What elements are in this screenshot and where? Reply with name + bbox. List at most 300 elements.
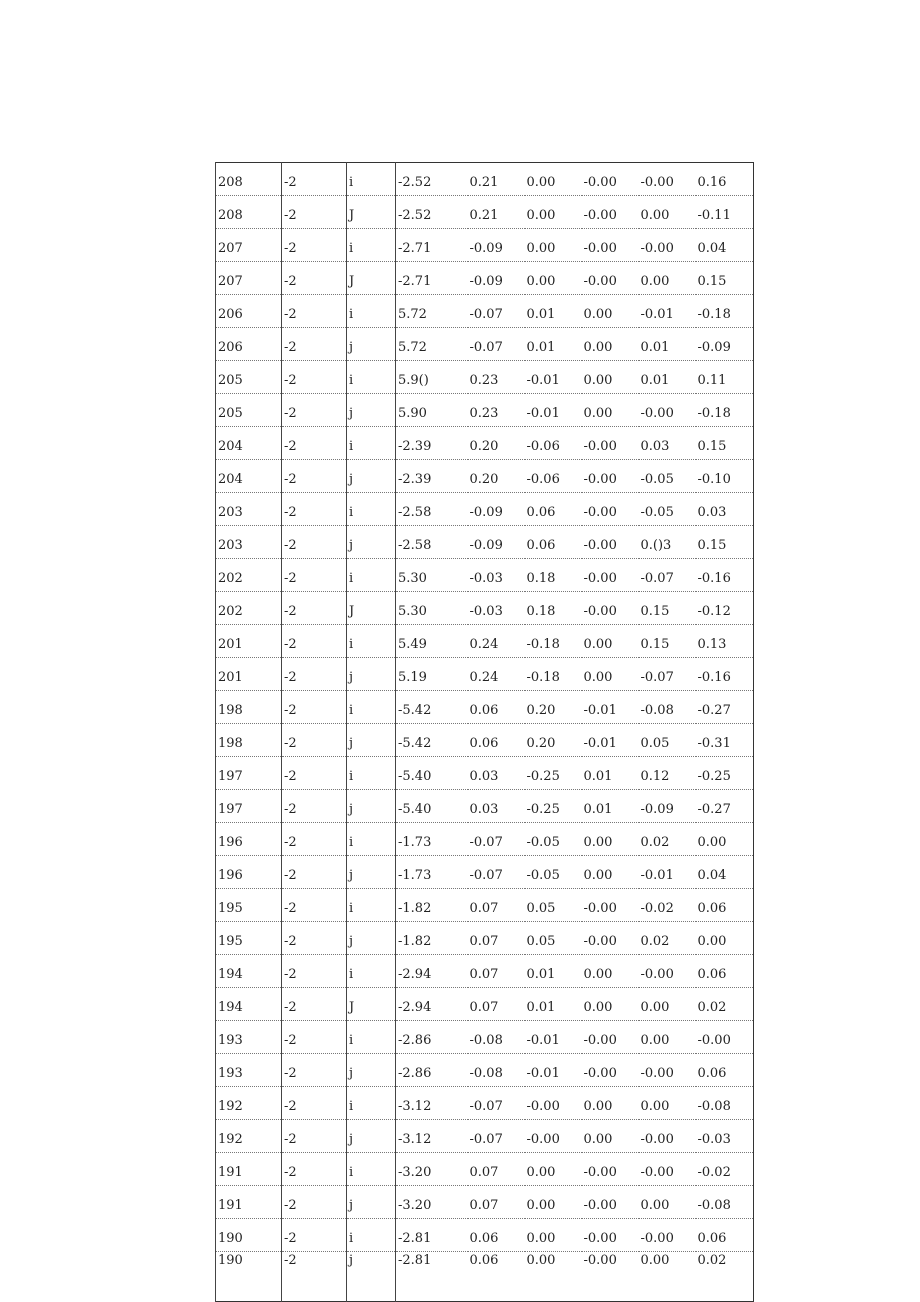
col5-cell: 0.06	[468, 691, 525, 724]
col9-cell: -0.16	[696, 658, 754, 691]
axis-cell: j	[347, 724, 396, 757]
col9-cell: 0.02	[696, 988, 754, 1021]
axis-cell: j	[347, 1186, 396, 1219]
value-cell: -2	[282, 1186, 347, 1219]
id-cell: 197	[216, 757, 282, 790]
col4-cell: -2.81	[396, 1252, 468, 1302]
col7-cell: 0.01	[582, 790, 639, 823]
col4-cell: -1.82	[396, 889, 468, 922]
col8-cell: -0.09	[639, 790, 696, 823]
col4-cell: -2.39	[396, 427, 468, 460]
table-row	[216, 1021, 754, 1054]
col7-cell: -0.00	[582, 229, 639, 262]
col4-cell: 5.9()	[396, 361, 468, 394]
col6-cell: 0.00	[525, 163, 582, 196]
id-cell: 192	[216, 1120, 282, 1153]
axis-cell: J	[347, 988, 396, 1021]
col8-cell: -0.00	[639, 163, 696, 196]
table-row	[216, 856, 754, 889]
col6-cell: 0.00	[525, 1186, 582, 1219]
col8-cell: 0.15	[639, 592, 696, 625]
axis-cell: j	[347, 1120, 396, 1153]
value-cell: -2	[282, 262, 347, 295]
col4-cell: -3.12	[396, 1120, 468, 1153]
col5-cell: -0.07	[468, 823, 525, 856]
col9-cell: -0.18	[696, 394, 754, 427]
col9-cell: -0.08	[696, 1186, 754, 1219]
axis-cell: i	[347, 229, 396, 262]
axis-cell: i	[347, 889, 396, 922]
table-row	[216, 1054, 754, 1087]
id-cell: 198	[216, 691, 282, 724]
col6-cell: 0.00	[525, 229, 582, 262]
col6-cell: 0.20	[525, 724, 582, 757]
col8-cell: -0.01	[639, 295, 696, 328]
col9-cell: -0.27	[696, 790, 754, 823]
col7-cell: 0.00	[582, 1087, 639, 1120]
table-row	[216, 196, 754, 229]
col4-cell: 5.72	[396, 328, 468, 361]
col8-cell: 0.01	[639, 361, 696, 394]
col4-cell: -3.20	[396, 1153, 468, 1186]
data-table	[215, 162, 754, 1302]
axis-cell: i	[347, 493, 396, 526]
col6-cell: -0.05	[525, 823, 582, 856]
col4-cell: -1.82	[396, 922, 468, 955]
id-cell: 206	[216, 295, 282, 328]
value-cell: -2	[282, 1252, 347, 1302]
col9-cell: 0.06	[696, 955, 754, 988]
col9-cell: 0.00	[696, 922, 754, 955]
axis-cell: i	[347, 427, 396, 460]
col7-cell: -0.00	[582, 262, 639, 295]
axis-cell: i	[347, 361, 396, 394]
col5-cell: -0.03	[468, 592, 525, 625]
col7-cell: 0.00	[582, 625, 639, 658]
col7-cell: 0.00	[582, 394, 639, 427]
value-cell: -2	[282, 559, 347, 592]
col4-cell: 5.30	[396, 559, 468, 592]
col6-cell: 0.01	[525, 988, 582, 1021]
col6-cell: -0.06	[525, 460, 582, 493]
col8-cell: 0.00	[639, 1186, 696, 1219]
col4-cell: 5.30	[396, 592, 468, 625]
value-cell: -2	[282, 658, 347, 691]
table-row	[216, 559, 754, 592]
col6-cell: 0.00	[526, 1253, 556, 1268]
col9-cell: -0.11	[696, 196, 754, 229]
col6-cell: 0.05	[525, 922, 582, 955]
value-cell: -2	[282, 493, 347, 526]
value-cell: -2	[282, 1087, 347, 1120]
axis-cell: i	[347, 823, 396, 856]
id-cell: 204	[216, 427, 282, 460]
col8-cell: -0.05	[639, 460, 696, 493]
col8-cell: -0.00	[639, 1120, 696, 1153]
id-cell: 203	[216, 493, 282, 526]
id-cell: 194	[216, 988, 282, 1021]
col7-cell: -0.00	[582, 559, 639, 592]
table-row	[216, 1186, 754, 1219]
col6-cell: -0.06	[525, 427, 582, 460]
value-cell: -2	[282, 427, 347, 460]
col5-cell: 0.23	[468, 394, 525, 427]
id-cell: 205	[216, 361, 282, 394]
id-cell: 191	[216, 1186, 282, 1219]
col7-cell: 0.00	[582, 295, 639, 328]
col8-cell: -0.00	[639, 1219, 696, 1252]
col7-cell: 0.00	[582, 988, 639, 1021]
col6-cell: -0.18	[525, 625, 582, 658]
id-cell: 192	[216, 1087, 282, 1120]
axis-cell: j	[347, 328, 396, 361]
col4-cell: -1.73	[396, 823, 468, 856]
col5-cell: -0.07	[468, 856, 525, 889]
col5-cell: 0.03	[468, 790, 525, 823]
col7-cell: -0.00	[582, 526, 639, 559]
col9-cell: 0.15	[696, 526, 754, 559]
axis-cell: j	[347, 1252, 396, 1302]
col9-cell: 0.15	[696, 262, 754, 295]
col9-cell: -0.02	[696, 1153, 754, 1186]
axis-cell: j	[347, 658, 396, 691]
table-row	[216, 625, 754, 658]
col7-cell: -0.01	[582, 724, 639, 757]
value-cell: -2	[282, 790, 347, 823]
table-row	[216, 361, 754, 394]
value-cell: -2	[282, 988, 347, 1021]
table-row	[216, 1120, 754, 1153]
table-row	[216, 790, 754, 823]
col4-cell: -2.94	[396, 955, 468, 988]
value-cell: -2	[282, 922, 347, 955]
col8-cell: 0.15	[639, 625, 696, 658]
col5-cell: 0.21	[468, 196, 525, 229]
col8-cell: 0.00	[639, 1087, 696, 1120]
col8-cell: 0.02	[639, 823, 696, 856]
col8-cell: -0.00	[639, 1153, 696, 1186]
col5-cell: 0.07	[468, 955, 525, 988]
col9-cell: 0.06	[696, 1054, 754, 1087]
axis-cell: i	[347, 1219, 396, 1252]
col5-cell: 0.21	[468, 163, 525, 196]
col4-cell: -2.81	[396, 1219, 468, 1252]
value-cell: -2	[282, 1054, 347, 1087]
col4-cell: 5.90	[396, 394, 468, 427]
col4-cell: -5.40	[396, 790, 468, 823]
col7-cell: 0.00	[582, 328, 639, 361]
id-cell: 190	[216, 1252, 282, 1302]
col5-cell: 0.06	[469, 1253, 499, 1268]
col4-cell: -5.40	[396, 757, 468, 790]
axis-cell: i	[347, 1153, 396, 1186]
col6-cell: -0.01	[525, 1021, 582, 1054]
col5-cell: 0.03	[468, 757, 525, 790]
axis-cell: i	[347, 295, 396, 328]
table-row	[216, 757, 754, 790]
col8-cell: 0.00	[639, 196, 696, 229]
axis-cell: J	[347, 262, 396, 295]
col8-cell: 0.00	[640, 1253, 670, 1268]
col8-cell: 0.12	[639, 757, 696, 790]
value-cell: -2	[282, 526, 347, 559]
id-cell: 195	[216, 889, 282, 922]
value-cell: -2	[282, 163, 347, 196]
col6-cell: -0.18	[525, 658, 582, 691]
col8-cell: -0.00	[639, 394, 696, 427]
col9-cell: 0.03	[696, 493, 754, 526]
col9-cell: -0.16	[696, 559, 754, 592]
value-cell: -2	[282, 196, 347, 229]
col4-cell: -2.52	[396, 196, 468, 229]
value-cell: -2	[282, 460, 347, 493]
col5-cell: -0.07	[468, 1120, 525, 1153]
col9-cell: 0.06	[696, 889, 754, 922]
col5-cell: -0.09	[468, 526, 525, 559]
col9-cell: -0.31	[696, 724, 754, 757]
value-cell: -2	[282, 889, 347, 922]
id-cell: 203	[216, 526, 282, 559]
axis-cell: i	[347, 625, 396, 658]
col5-cell: 0.23	[468, 361, 525, 394]
id-cell: 198	[216, 724, 282, 757]
id-cell: 204	[216, 460, 282, 493]
col9-cell: 0.06	[696, 1219, 754, 1252]
col6-cell: 0.06	[525, 493, 582, 526]
col4-cell: -2.52	[396, 163, 468, 196]
col8-cell: 0.()3	[639, 526, 696, 559]
axis-cell: J	[347, 196, 396, 229]
col6-cell: 0.18	[525, 559, 582, 592]
col6-cell: 0.01	[525, 295, 582, 328]
value-cell: -2	[282, 955, 347, 988]
table-row	[216, 493, 754, 526]
value-cell: -2	[282, 361, 347, 394]
col8-cell: 0.03	[639, 427, 696, 460]
axis-cell: i	[347, 163, 396, 196]
col4-cell: -2.86	[396, 1054, 468, 1087]
col8-cell: -0.00	[639, 955, 696, 988]
id-cell: 207	[216, 262, 282, 295]
col5-cell: 0.07	[468, 889, 525, 922]
table-row	[216, 460, 754, 493]
col6-cell: 0.00	[525, 196, 582, 229]
table-row	[216, 1087, 754, 1120]
col7-cell: -0.01	[582, 691, 639, 724]
col4-cell: 5.49	[396, 625, 468, 658]
col9-cell: -0.08	[696, 1087, 754, 1120]
col9-cell: 0.15	[696, 427, 754, 460]
value-cell: -2	[282, 625, 347, 658]
id-cell: 193	[216, 1054, 282, 1087]
col9-cell: -0.25	[696, 757, 754, 790]
col5-cell: -0.07	[468, 328, 525, 361]
col5-cell: 0.07	[468, 988, 525, 1021]
col5-cell: -0.03	[468, 559, 525, 592]
col6-cell: 0.00	[525, 262, 582, 295]
col7-cell: -0.00	[582, 1054, 639, 1087]
col4-cell: -5.42	[396, 691, 468, 724]
col5-cell: -0.09	[468, 493, 525, 526]
table-row	[216, 163, 754, 196]
value-cell: -2	[282, 724, 347, 757]
col7-cell: -0.00	[582, 460, 639, 493]
col7-cell: -0.00	[582, 163, 639, 196]
col5-cell: 0.20	[468, 460, 525, 493]
col8-cell: 0.05	[639, 724, 696, 757]
col9-cell: -0.12	[696, 592, 754, 625]
table-row	[216, 229, 754, 262]
col6-cell: 0.05	[525, 889, 582, 922]
col5-cell: 0.20	[468, 427, 525, 460]
col4-cell: 5.19	[396, 658, 468, 691]
col9-cell: 0.00	[696, 823, 754, 856]
id-cell: 196	[216, 823, 282, 856]
col7-cell: -0.00	[582, 196, 639, 229]
col6-cell: -0.25	[525, 790, 582, 823]
col8-cell: -0.02	[639, 889, 696, 922]
value-cell: -2	[282, 691, 347, 724]
axis-cell: i	[347, 1087, 396, 1120]
col7-cell: -0.00	[582, 1153, 639, 1186]
axis-cell: i	[347, 955, 396, 988]
table-row	[216, 394, 754, 427]
col5-cell: 0.24	[468, 625, 525, 658]
col4-cell: -2.86	[396, 1021, 468, 1054]
col8-cell: -0.00	[639, 229, 696, 262]
col5-cell: -0.07	[468, 1087, 525, 1120]
col4-cell: -2.58	[396, 526, 468, 559]
col7-cell: 0.00	[582, 955, 639, 988]
col9-cell: -0.03	[696, 1120, 754, 1153]
table-row	[216, 889, 754, 922]
col7-cell: 0.01	[582, 757, 639, 790]
col4-cell: 5.72	[396, 295, 468, 328]
col4-cell: -2.71	[396, 262, 468, 295]
table-row	[216, 691, 754, 724]
col7-cell: 0.00	[582, 856, 639, 889]
col5-cell: 0.06	[468, 724, 525, 757]
col6-cell: -0.05	[525, 856, 582, 889]
col8-cell: 0.01	[639, 328, 696, 361]
col8-cell: 0.02	[639, 922, 696, 955]
axis-cell: i	[347, 559, 396, 592]
col5-cell: 0.07	[468, 1153, 525, 1186]
axis-cell: j	[347, 856, 396, 889]
id-cell: 208	[216, 196, 282, 229]
col9-cell: -0.00	[696, 1021, 754, 1054]
col6-cell: -0.00	[525, 1087, 582, 1120]
col7-cell: 0.00	[582, 1120, 639, 1153]
id-cell: 202	[216, 592, 282, 625]
col4-cell: -3.12	[396, 1087, 468, 1120]
col4-cell: -2.71	[396, 229, 468, 262]
table-row	[216, 526, 754, 559]
col7-cell: -0.00	[582, 922, 639, 955]
col4-cell: -2.39	[396, 460, 468, 493]
table-row	[216, 922, 754, 955]
col6-cell: -0.00	[525, 1120, 582, 1153]
col7-cell: -0.00	[582, 1021, 639, 1054]
axis-cell: i	[347, 691, 396, 724]
table-row	[216, 988, 754, 1021]
value-cell: -2	[282, 1219, 347, 1252]
col7-cell: 0.00	[582, 361, 639, 394]
table-body	[216, 163, 754, 1302]
col6-cell: 0.01	[525, 328, 582, 361]
table-row	[216, 1252, 754, 1302]
col8-cell: -0.07	[639, 658, 696, 691]
col8-cell: -0.05	[639, 493, 696, 526]
id-cell: 208	[216, 163, 282, 196]
col4-cell: -1.73	[396, 856, 468, 889]
axis-cell: j	[347, 790, 396, 823]
table-row	[216, 1219, 754, 1252]
id-cell: 201	[216, 625, 282, 658]
col8-cell: -0.08	[639, 691, 696, 724]
col9-cell: 0.13	[696, 625, 754, 658]
col9-cell: 0.04	[696, 856, 754, 889]
id-cell: 206	[216, 328, 282, 361]
col5-cell: -0.09	[468, 262, 525, 295]
col9-cell: 0.02	[697, 1253, 727, 1268]
col5-cell: -0.07	[468, 295, 525, 328]
col7-cell: 0.00	[582, 658, 639, 691]
col6-cell: 0.00	[525, 1153, 582, 1186]
id-cell: 191	[216, 1153, 282, 1186]
col4-cell: -2.58	[396, 493, 468, 526]
col6-cell: 0.00	[525, 1219, 582, 1252]
col5-cell: 0.06	[468, 1219, 525, 1252]
col4-cell: -3.20	[396, 1186, 468, 1219]
table-row	[216, 427, 754, 460]
axis-cell: j	[347, 922, 396, 955]
table-row	[216, 295, 754, 328]
value-cell: -2	[282, 295, 347, 328]
col5-cell: -0.08	[468, 1054, 525, 1087]
axis-cell: j	[347, 394, 396, 427]
col7-cell: -0.00	[582, 1186, 639, 1219]
value-cell: -2	[282, 823, 347, 856]
col6-cell: 0.06	[525, 526, 582, 559]
col5-cell: 0.07	[468, 1186, 525, 1219]
col8-cell: -0.01	[639, 856, 696, 889]
table-row	[216, 823, 754, 856]
col9-cell: -0.09	[696, 328, 754, 361]
id-cell: 207	[216, 229, 282, 262]
axis-cell: j	[347, 460, 396, 493]
value-cell: -2	[282, 394, 347, 427]
axis-cell: i	[347, 757, 396, 790]
col6-cell: -0.25	[525, 757, 582, 790]
value-cell: -2	[282, 856, 347, 889]
col5-cell: -0.08	[468, 1021, 525, 1054]
table-row	[216, 1153, 754, 1186]
col9-cell: 0.11	[696, 361, 754, 394]
table-row	[216, 262, 754, 295]
col9-cell: -0.18	[696, 295, 754, 328]
table-row	[216, 592, 754, 625]
col4-cell: -2.94	[396, 988, 468, 1021]
col9-cell: 0.04	[696, 229, 754, 262]
col6-cell: 0.18	[525, 592, 582, 625]
id-cell: 205	[216, 394, 282, 427]
value-cell: -2	[282, 592, 347, 625]
col5-cell: 0.24	[468, 658, 525, 691]
col6-cell: 0.01	[525, 955, 582, 988]
value-cell: -2	[282, 1153, 347, 1186]
id-cell: 201	[216, 658, 282, 691]
